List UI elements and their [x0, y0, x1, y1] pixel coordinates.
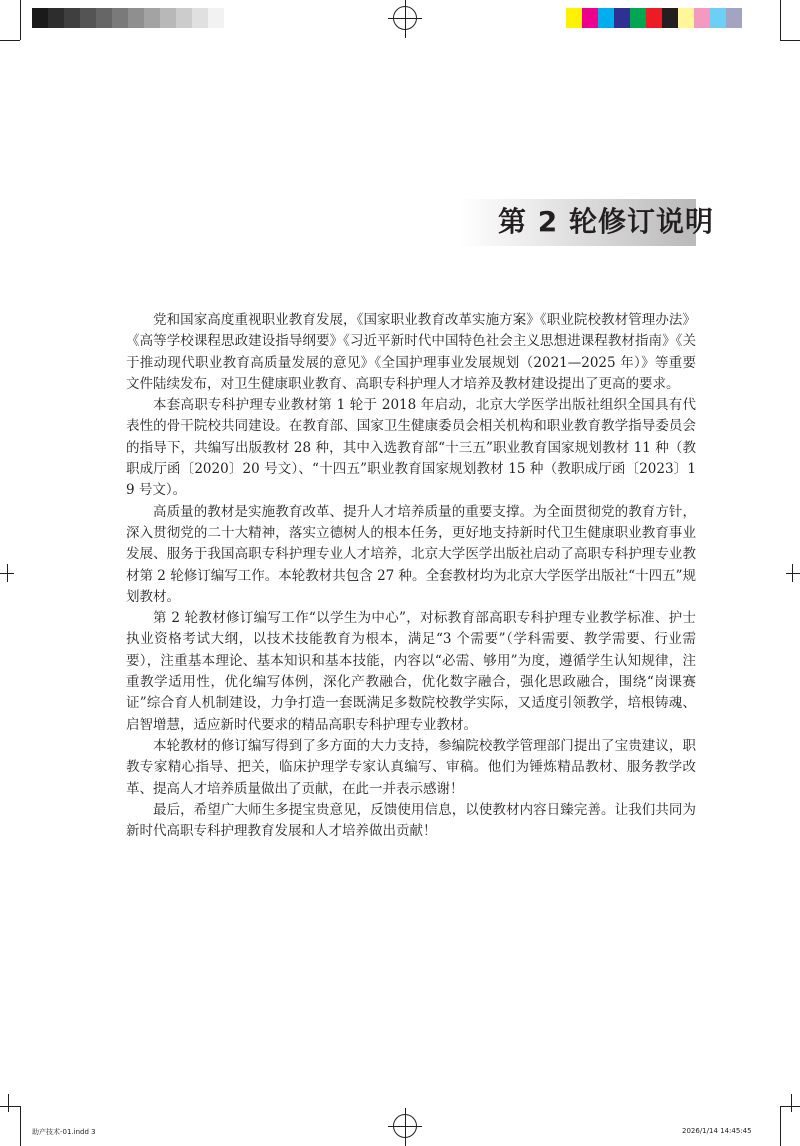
crop-mark-top-right-h: [780, 40, 800, 41]
process-color-swatch: [566, 8, 582, 28]
paragraph: 党和国家高度重视职业教育发展，《国家职业教育改革实施方案》《职业院校教材管理办法》《高等学校课程思政建设指导纲要》《习近平新时代中国特色社会主义思想进课程教材指南》《关于推动现代职业教育高质量发展的意见》《全国护理事业发展规划（2021—2025 年）》等重要文件陆续发布，对卫生健康职业教育、高职专科护理人才培养及教材建设提出了更高的要求。: [126, 312, 696, 392]
crop-mark-bottom-right-v2: [791, 1094, 792, 1112]
crop-mark-top-left-h: [0, 40, 20, 41]
crop-mark-bottom-right-v: [780, 1106, 781, 1146]
process-color-swatch: [710, 8, 726, 28]
registration-mark-left-vline: [7, 564, 8, 582]
grayscale-calibration-bar: [32, 8, 224, 28]
grayscale-swatch: [112, 8, 128, 28]
grayscale-swatch: [80, 8, 96, 28]
crop-mark-top-right-v: [780, 0, 781, 40]
paragraph: 本套高职专科护理专业教材第 1 轮于 2018 年启动，北京大学医学出版社组织全国具有代表性的骨干院校共同建设。在教育部、国家卫生健康委员会相关机构和职业教育教学指导委员会的指导下，共编写出版教材 28 种，其中入选教育部“十三五”职业教育国家规划教材 11 种（教职成厅函〔2020〕20 号文）、“十四五”职业教育国家规划教材 15 种（教职成厅函〔2023〕19 号文）。: [126, 397, 696, 499]
paragraph: 本轮教材的修订编写得到了多方面的大力支持，参编院校教学管理部门提出了宝贵建议，职教专家精心指导、把关，临床护理学专家认真编写、审稿。他们为锤炼精品教材、服务教学改革、提高人才培养质量做出了贡献，在此一并表示感谢！: [126, 737, 696, 797]
process-color-swatch: [582, 8, 598, 28]
crop-mark-bottom-left-v2: [8, 1094, 9, 1112]
process-color-swatch: [630, 8, 646, 28]
grayscale-swatch: [32, 8, 48, 28]
grayscale-swatch: [208, 8, 224, 28]
footer-filename: 助产技术-01.indd 3: [32, 1128, 96, 1136]
grayscale-swatch: [144, 8, 160, 28]
process-color-swatch: [598, 8, 614, 28]
registration-mark-bottom-circle: [393, 1114, 417, 1138]
crop-mark-top-left-v: [20, 0, 21, 40]
registration-mark-top-circle: [393, 6, 417, 30]
grayscale-swatch: [96, 8, 112, 28]
footer-timestamp: 2026/1/14 14:45:45: [682, 1127, 752, 1135]
process-color-swatch: [678, 8, 694, 28]
crop-mark-bottom-right-h: [780, 1106, 800, 1107]
paragraph: 第 2 轮教材修订编写工作“以学生为中心”，对标教育部高职专科护理专业教学标准、护士执业资格考试大纲，以技术技能教育为根本，满足“3 个需要”（学科需要、教学需要、行业需要），注重基本理论、基本知识和基本技能，内容以“必需、够用”为度，遵循学生认知规律，注重教学适用性，优化编写体例，深化产教融合，优化数字融合，强化思政融合，围绕“岗课赛证”综合育人机制建设，力争打造一套既满足多数院校教学实际，又适度引领教学，培根铸魂、启智增慧，适应新时代要求的精品高职专科护理专业教材。: [126, 610, 696, 733]
process-color-swatch: [614, 8, 630, 28]
process-color-swatch: [646, 8, 662, 28]
color-calibration-bar: [566, 8, 742, 28]
grayscale-swatch: [64, 8, 80, 28]
crop-mark-bottom-left-h: [0, 1106, 20, 1107]
process-color-swatch: [694, 8, 710, 28]
registration-mark-right-hline: [786, 573, 800, 574]
paragraph: 最后，希望广大师生多提宝贵意见，反馈使用信息，以使教材内容日臻完善。让我们共同为新时代高职专科护理教育发展和人才培养做出贡献！: [126, 801, 696, 840]
grayscale-swatch: [192, 8, 208, 28]
grayscale-swatch: [176, 8, 192, 28]
registration-mark-right-vline: [792, 564, 793, 582]
process-color-swatch: [662, 8, 678, 28]
grayscale-swatch: [48, 8, 64, 28]
paragraph: 高质量的教材是实施教育改革、提升人才培养质量的重要支撑。为全面贯彻党的教育方针，深入贯彻党的二十大精神，落实立德树人的根本任务，更好地支持新时代卫生健康职业教育事业发展、服务于我国高职专科护理专业人才培养，北京大学医学出版社启动了高职专科护理专业教材第 2 轮修订编写工作。本轮教材共包含 27 种。全套教材均为北京大学医学出版社“十四五”规划教材。: [126, 503, 696, 605]
page-title: 第 2 轮修订说明: [498, 205, 714, 238]
crop-mark-bottom-left-v: [20, 1106, 21, 1146]
body-text: [126, 310, 696, 842]
grayscale-swatch: [128, 8, 144, 28]
process-color-swatch: [726, 8, 742, 28]
grayscale-swatch: [160, 8, 176, 28]
